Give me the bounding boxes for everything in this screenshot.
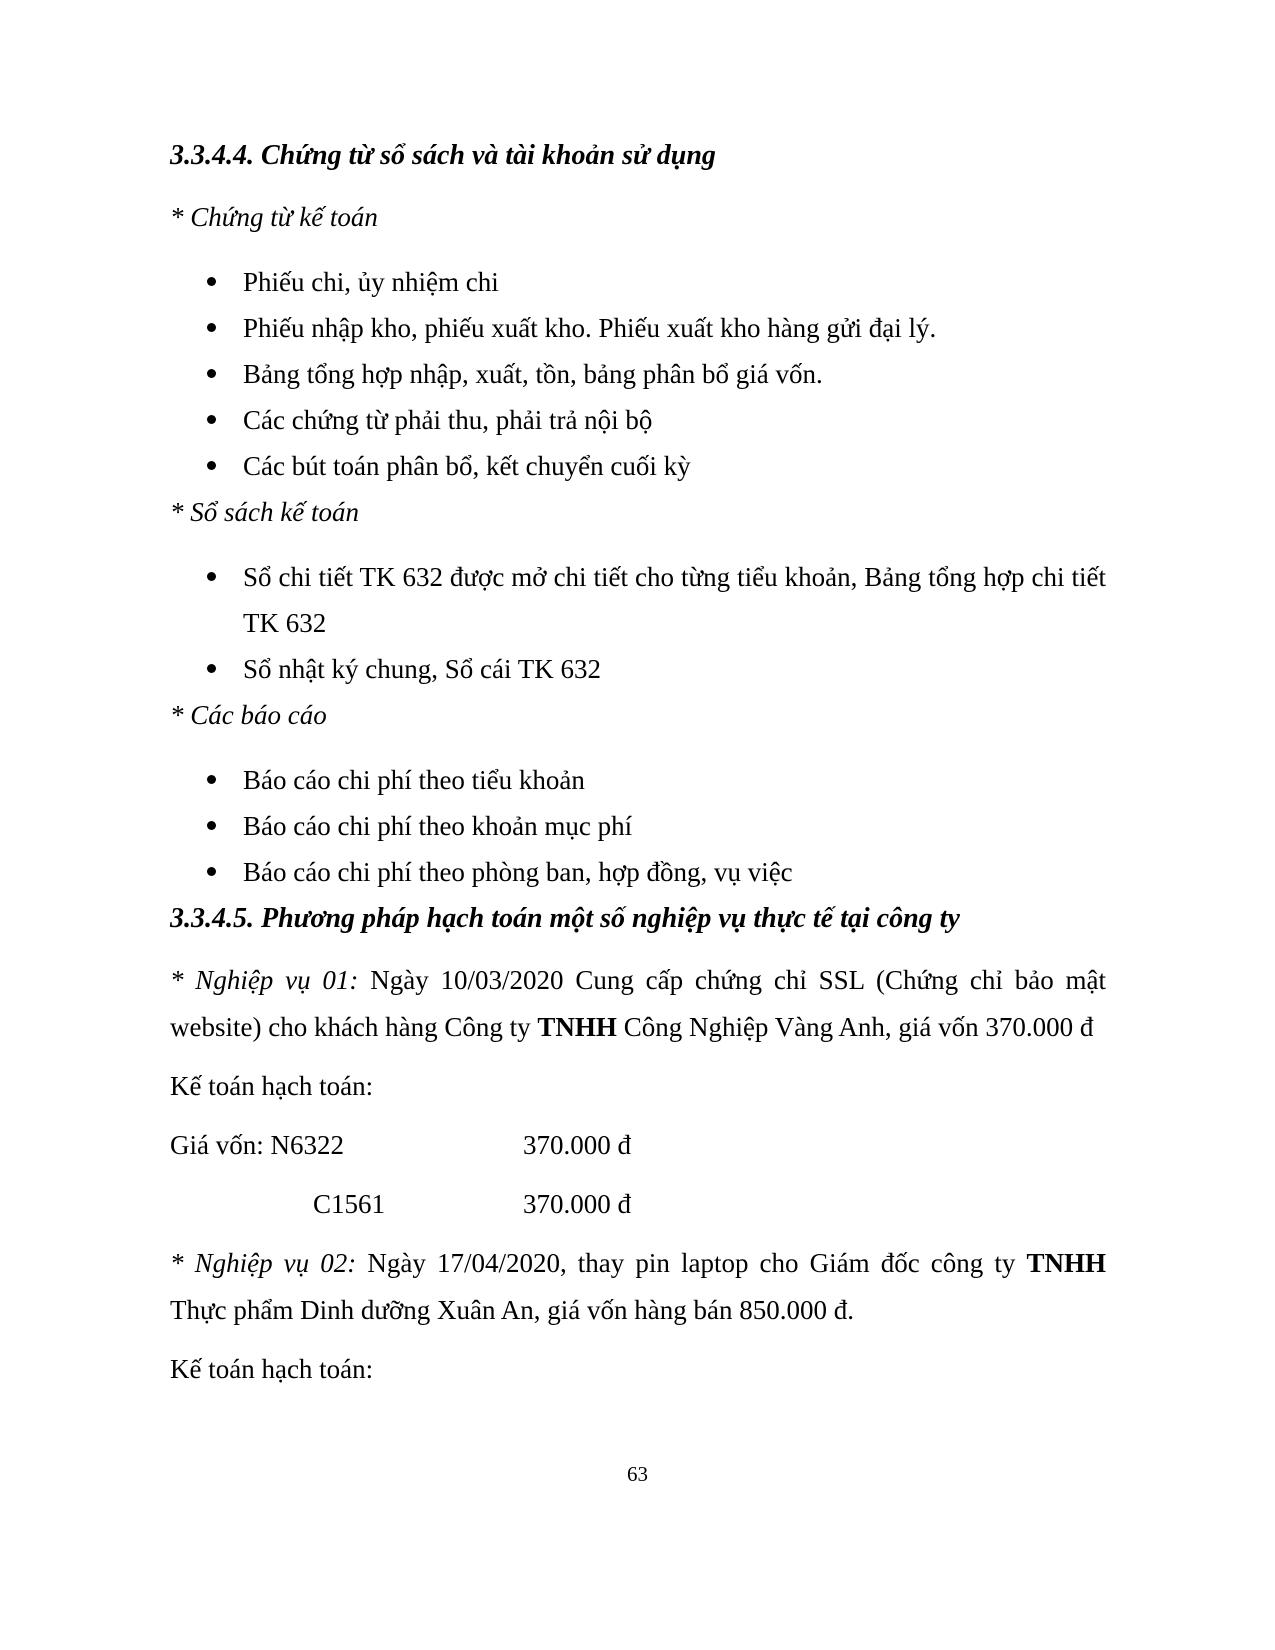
- list-item: Sổ nhật ký chung, Sổ cái TK 632: [170, 646, 1106, 692]
- list-item: Các bút toán phân bổ, kết chuyển cuối kỳ: [170, 443, 1106, 489]
- page-content: [170, 132, 1106, 1405]
- journal-entry-row: [170, 1122, 1106, 1169]
- section-heading-3345: 3.3.4.5. Phương pháp hạch toán một số nghiệp vụ thực tế tại công ty: [170, 903, 960, 934]
- list-item: Báo cáo chi phí theo tiểu khoản: [170, 757, 1106, 803]
- nghiepvu-01-text-1: Ngày 10/03/2020 Cung cấp chứng chỉ SSL (Chứng chỉ bảo mật website) cho khách hàng Công ty: [170, 965, 1106, 1042]
- nghiepvu-01-text-2: Công Nghiệp Vàng Anh, giá vốn 370.000 đ: [616, 1012, 1094, 1042]
- nghiepvu-02-text-1: Ngày 17/04/2020, thay pin laptop cho Giám đốc công ty: [356, 1248, 1027, 1278]
- subsection-label-sosach: * Sổ sách kế toán: [170, 497, 359, 527]
- nghiepvu-02-bold: TNHH: [1026, 1248, 1106, 1278]
- nghiepvu-02-label: * Nghiệp vụ 02:: [170, 1248, 357, 1278]
- list-item: Phiếu nhập kho, phiếu xuất kho. Phiếu xuất kho hàng gửi đại lý.: [170, 305, 1106, 351]
- nghiepvu-02-text-2: Thực phẩm Dinh dưỡng Xuân An, giá vốn hàng bán 850.000 đ.: [170, 1295, 854, 1325]
- subsection-label-chungtu: * Chứng từ kế toán: [170, 202, 378, 232]
- nghiepvu-01-label: * Nghiệp vụ 01:: [170, 965, 359, 995]
- list-item: Sổ chi tiết TK 632 được mở chi tiết cho từng tiểu khoản, Bảng tổng hợp chi tiết TK 632: [170, 554, 1106, 646]
- chungtu-list: [170, 259, 1106, 489]
- sosach-list: [170, 554, 1106, 692]
- section-heading-3344: 3.3.4.4. Chứng từ sổ sách và tài khoản sử dụng: [170, 140, 716, 171]
- list-item: Bảng tổng hợp nhập, xuất, tồn, bảng phân bổ giá vốn.: [170, 351, 1106, 397]
- list-item: Báo cáo chi phí theo khoản mục phí: [170, 803, 1106, 849]
- subsection-label-baocao: * Các báo cáo: [170, 700, 327, 730]
- list-item: Phiếu chi, ủy nhiệm chi: [170, 259, 1106, 305]
- nghiepvu-02-paragraph: [170, 1240, 1106, 1334]
- journal-entry-row: [170, 1181, 1106, 1228]
- ketoan-hachtoan-2: Kế toán hạch toán:: [170, 1354, 374, 1384]
- page-number: 63: [627, 1462, 648, 1486]
- nghiepvu-01-bold: TNHH: [537, 1012, 617, 1042]
- entry-amount: 370.000 đ: [523, 1189, 631, 1219]
- entry-account: C1561: [313, 1189, 386, 1219]
- nghiepvu-01-paragraph: [170, 957, 1106, 1051]
- baocao-list: [170, 757, 1106, 895]
- ketoan-hachtoan-1: Kế toán hạch toán:: [170, 1071, 374, 1101]
- entry-account: Giá vốn: N6322: [170, 1130, 344, 1160]
- entry-amount: 370.000 đ: [523, 1130, 631, 1160]
- list-item: Các chứng từ phải thu, phải trả nội bộ: [170, 397, 1106, 443]
- list-item: Báo cáo chi phí theo phòng ban, hợp đồng, vụ việc: [170, 849, 1106, 895]
